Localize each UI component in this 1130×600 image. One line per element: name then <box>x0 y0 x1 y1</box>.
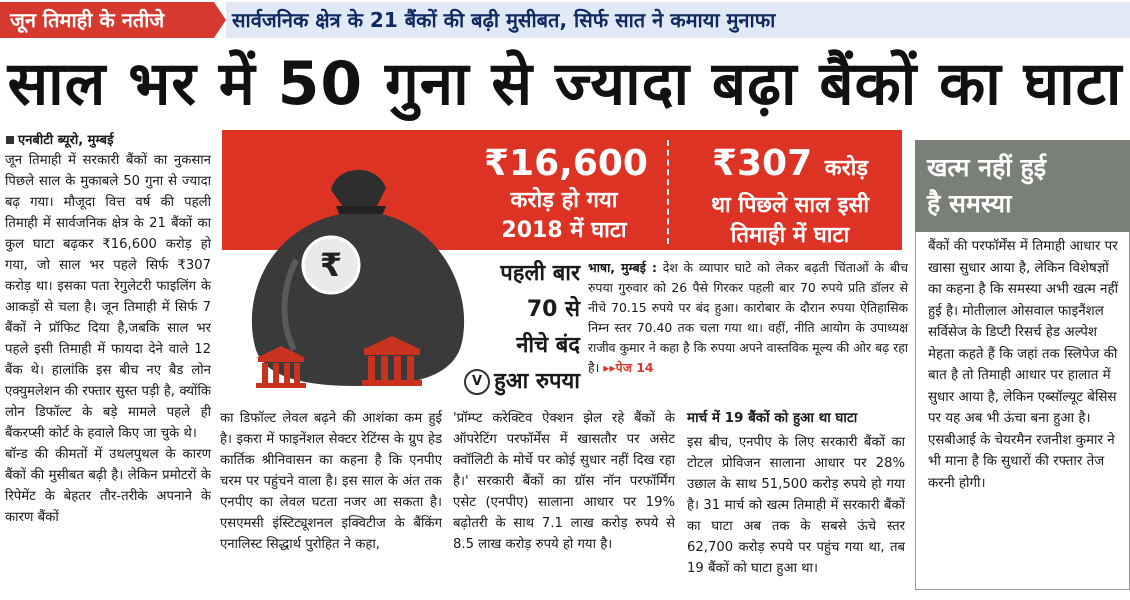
bag-neck <box>331 170 386 208</box>
rupee-dateline: भाषा, मुम्बई : <box>588 260 657 275</box>
byline <box>6 130 114 148</box>
rupee-story-headline <box>468 256 580 400</box>
byline-text: एनबीटी ब्यूरो, मुम्बई <box>18 133 114 148</box>
stat-previous-loss-amount: ₹307 <box>711 143 813 184</box>
stat-previous-loss-unit: करोड़ <box>824 156 869 181</box>
article-column-3: 'प्रॉम्प्ट करेक्टिव ऐक्शन झेल रहे बैंकों के ऑपरेटिंग परफॉर्मेंस में खासतौर पर असेट क्वॉलिटी के मोर्चे पर कोई सुधार नहीं दिख रहा है।' सरकारी बैंकों का ग्रॉस नॉन परफॉर्मिंग एसेट (एनपीए) सालाना आधार पर 19% बढ़ोतरी के साथ 7.1 लाख करोड़ रुपये से 8.5 लाख करोड़ रुपये हो गया है। <box>453 411 675 552</box>
article-column-4: इस बीच, एनपीए के लिए सरकारी बैंकों का टोटल प्रोविजन सालाना आधार पर 28% उछाल के साथ 51,500 करोड़ रुपये हो गया है। 31 मार्च को खत्म तिमाही में सरकारी बैंकों का घाटा अब तक के सबसे ऊंचे स्तर 62,700 करोड़ रुपये पर पहुंच गया था, तब 19 बैंकों को घाटा हुआ था। <box>687 435 905 576</box>
stat-previous-loss-value <box>680 142 900 191</box>
rupee-body: देश के व्यापार घाटे को लेकर बढ़ती चिंताओं के बीच रुपया गुरुवार को 26 पैसे गिरकर पहली बार 70 रुपये प्रति डॉलर से नीचे 70.15 रुपये पर बंद हुआ। कारोबार के दौरान रुपया ऐतिहासिक निम्न स्तर 70.40 तक चला गया था। वहीं, नीति आयोग के उपाध्यक्ष राजीव कुमार ने कहा है कि रुपया अपने वास्तविक मूल्य की ओर बढ़ रहा है। <box>588 260 908 375</box>
rupee-story-text <box>588 258 908 378</box>
stat-divider <box>667 140 669 244</box>
subheadline: सार्वजनिक क्षेत्र के 21 बैंकों की बढ़ी मुसीबत, सिर्फ सात ने कमाया मुनाफा <box>226 2 1130 38</box>
kicker-arrow <box>214 2 226 38</box>
sidebar-title-line1: खत्म नहीं हुई <box>927 153 1047 182</box>
sidebar-title <box>915 140 1130 232</box>
stat-previous-loss <box>680 142 900 251</box>
bag-rupee-symbol: ₹ <box>319 246 343 284</box>
page-reference: ▸▸पेज 14 <box>603 360 654 375</box>
stat-current-loss <box>484 142 648 246</box>
stat-current-loss-line1: करोड़ हो गया <box>510 188 618 213</box>
rupee-headline-line4: हुआ रुपया <box>494 369 580 394</box>
rupee-headline-line2: 70 से <box>526 297 580 322</box>
article-column-1: जून तिमाही में सरकारी बैंकों का नुकसान पिछले साल के मुकाबले 50 गुना से ज्यादा बढ़ गया। मौजूदा वित्त वर्ष की पहली तिमाही में सार्वजनिक क्षेत्र के 21 बैंकों का कुल घाटा बढ़कर ₹16,600 करोड़ हो गया, जो साल भर पहले सिर्फ ₹307 करोड़ था। इसका पता रेगुलेटरी फाइलिंग के आकड़ों से चला है। जून तिमाही में सिर्फ 7 बैंकों ने प्रॉफिट दिया है,जबकि साल भर पहले इसी तिमाही में फायदा देने वाले 12 बैंक थे। हालांकि इस बीच नए बैड लोन एक्युमलेशन की रफ्तार सुस्त पड़ी है, क्योंकि लोन डिफॉल्ट के बड़े मामले पहले ही बैंकरप्सी कोर्ट के हवाले किए जा चुके थे। बॉन्ड की कीमतों में उथलपुथल के कारण बैंकों की मुसीबत बढ़ी है। लेकिन प्रमोटरों के रिपेमेंट के बेहतर तौर-तरीके अपनाने के कारण बैंकों <box>5 153 211 525</box>
stat-current-loss-line2: 2018 में घाटा <box>501 218 627 243</box>
sidebar-text: बैंकों की परफॉर्मेंस में तिमाही आधार पर खासा सुधार आया है, लेकिन विशेषज्ञों का कहना है कि समस्या अभी खत्म नहीं हुई है। मोतीलाल ओसवाल फाइनैंशल सर्विसेज के डिप्टी रिसर्च हेड अल्पेश मेहता कहते हैं कि जहां तक स्लिपेज की बात है तो तिमाही आधार पर हालात में सुधार आया है, लेकिन एब्सॉल्यूट बेसिस पर यह अब भी ऊंचा बना हुआ है। एसबीआई के चेयरमैन रजनीश कुमार ने भी माना है कि सुधारों की रफ्तार तेज करनी होगी। <box>928 239 1119 491</box>
source-logo-icon: V <box>464 369 490 395</box>
main-headline: साल भर में 50 गुना से ज्यादा बढ़ा बैंकों का घाटा <box>7 49 1123 119</box>
byline-square-icon <box>6 136 14 144</box>
article-column-2: का डिफॉल्ट लेवल बढ़ने की आशंका कम हुई है। इकरा में फाइनेंशल सेक्टर रेटिंग्स के ग्रुप हेड कार्तिक श्रीनिवासन का कहना है कि एनपीए चरम पर पहुंचने वाला है। इस साल के अंत तक एनपीए का लेवल घटता नजर आ सकता है। एसएमसी इंस्टिट्यूशनल इक्विटीज के बैंकिंग एनालिस्ट सिद्धार्थ पुरोहित ने कहा, <box>220 411 442 552</box>
stat-previous-loss-line2: तिमाही में घाटा <box>730 223 850 248</box>
rupee-headline-line1: पहली बार <box>500 261 580 286</box>
money-bag-illustration <box>236 150 476 395</box>
stat-current-loss-value: ₹16,600 <box>484 143 648 184</box>
rupee-headline-line3: नीचे बंद <box>516 333 580 358</box>
sidebar-title-line2: है समस्या <box>927 189 1012 218</box>
stat-previous-loss-line1: था पिछले साल इसी <box>710 193 870 218</box>
column-4-subheading: मार्च में 19 बैंकों को हुआ था घाटा <box>687 410 858 426</box>
section-kicker: जून तिमाही के नतीजे <box>0 2 214 38</box>
rupee-headline-line4-wrap <box>428 364 580 400</box>
